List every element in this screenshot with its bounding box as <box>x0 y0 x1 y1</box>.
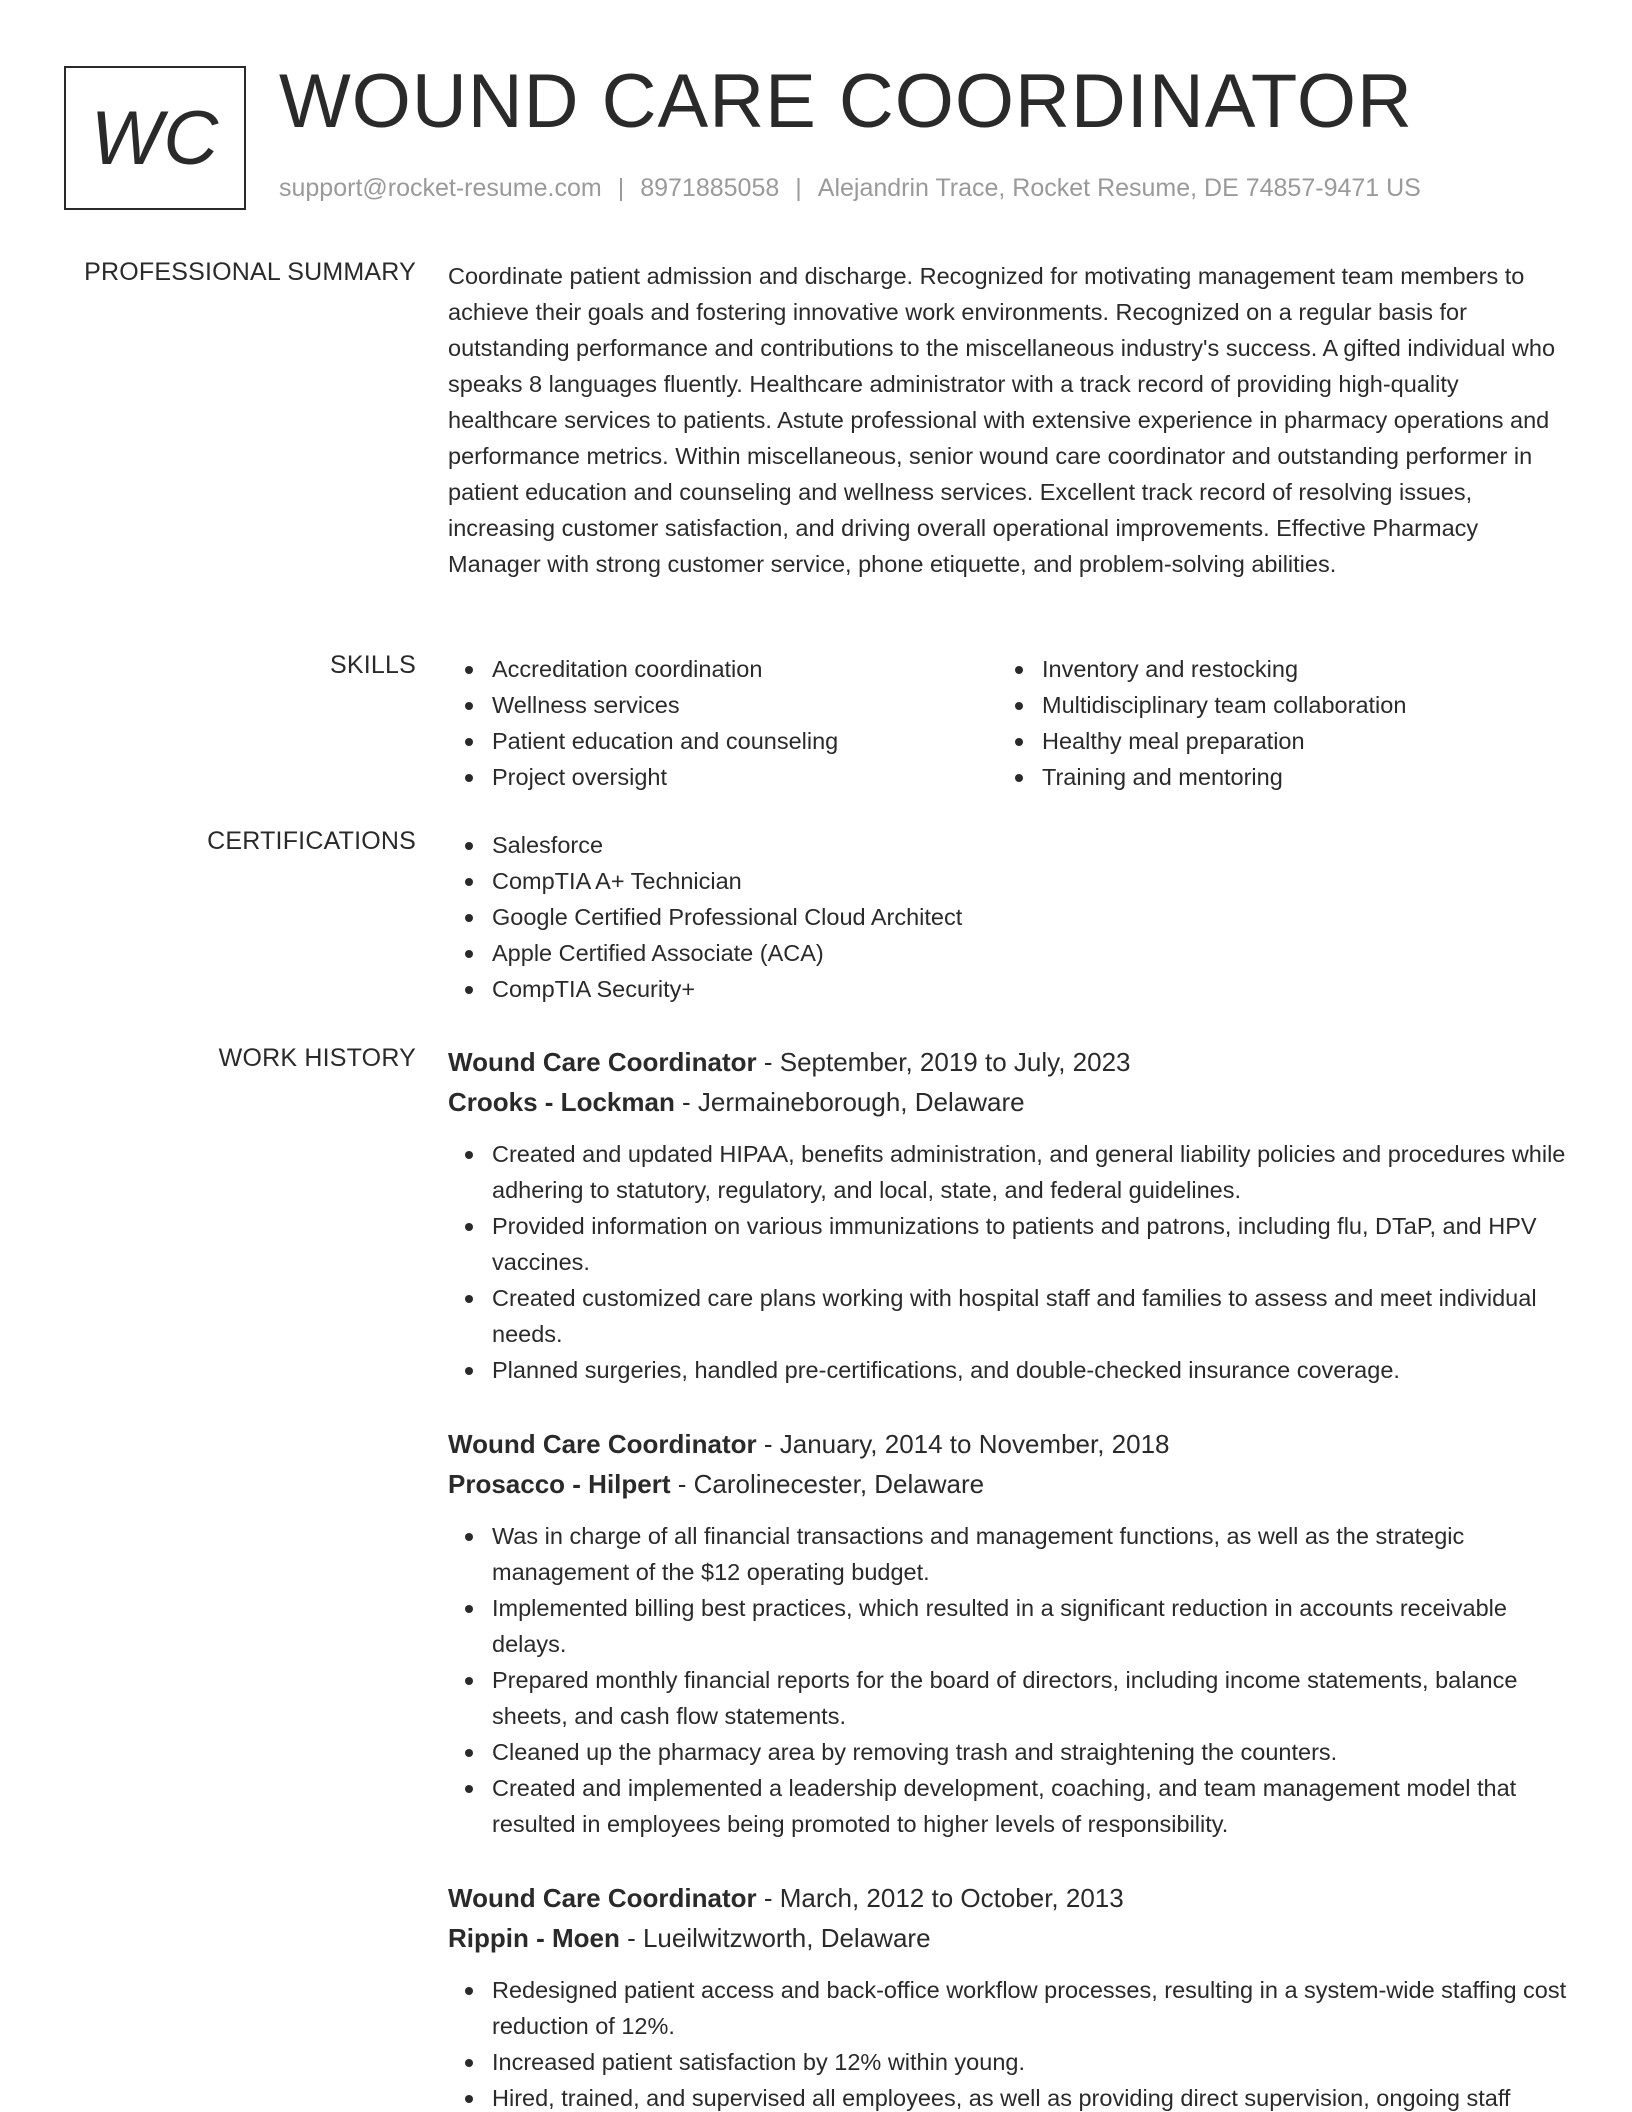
list-item: Salesforce <box>448 827 1568 863</box>
work-history-body <box>448 1042 1568 2112</box>
job-bullets <box>448 1518 1568 1842</box>
list-item: Provided information on various immunizations to patients and patrons, including flu, DTaP, and HPV vaccines. <box>448 1208 1568 1280</box>
job-role-line <box>448 1042 1568 1082</box>
certifications-list <box>448 827 1568 1007</box>
job-entry <box>448 1424 1568 1842</box>
list-item: Created and updated HIPAA, benefits administration, and general liability policies and procedures while adhering to statutory, regulatory, and local, state, and federal guidelines. <box>448 1136 1568 1208</box>
contact-separator: | <box>617 174 625 202</box>
job-entry <box>448 1878 1568 2112</box>
section-label-work-history: WORK HISTORY <box>218 1044 416 1072</box>
job-role-line <box>448 1424 1568 1464</box>
section-label-skills: SKILLS <box>330 651 416 679</box>
resume-title: WOUND CARE COORDINATOR <box>279 59 1413 144</box>
list-item: Apple Certified Associate (ACA) <box>448 935 1568 971</box>
list-item: Created customized care plans working with hospital staff and families to assess and meet individual needs. <box>448 1280 1568 1352</box>
job-dates: - January, 2014 to November, 2018 <box>756 1429 1170 1459</box>
job-company-line <box>448 1082 1568 1122</box>
job-company-line <box>448 1918 1568 1958</box>
job-role-line <box>448 1878 1568 1918</box>
list-item: Project oversight <box>448 759 998 795</box>
list-item: Was in charge of all financial transactions and management functions, as well as the strategic management of the $12 operating budget. <box>448 1518 1568 1590</box>
job-location: - Carolinecester, Delaware <box>670 1469 985 1499</box>
contact-separator: | <box>795 174 802 202</box>
job-entry <box>448 1042 1568 1388</box>
list-item: Wellness services <box>448 687 998 723</box>
skills-body <box>448 651 1568 795</box>
list-item: Patient education and counseling <box>448 723 998 759</box>
section-label-summary: PROFESSIONAL SUMMARY <box>84 258 416 286</box>
list-item: Training and mentoring <box>998 759 1548 795</box>
list-item: Healthy meal preparation <box>998 723 1548 759</box>
list-item: CompTIA A+ Technician <box>448 863 1568 899</box>
skills-list-left <box>448 651 998 795</box>
job-location: - Jermaineborough, Delaware <box>674 1087 1025 1117</box>
list-item: Google Certified Professional Cloud Architect <box>448 899 1568 935</box>
section-label-certifications: CERTIFICATIONS <box>207 827 416 855</box>
list-item: Increased patient satisfaction by 12% within young. <box>448 2044 1568 2080</box>
contact-phone: 8971885058 <box>640 174 780 202</box>
job-dates: - September, 2019 to July, 2023 <box>756 1047 1131 1077</box>
monogram-box <box>64 66 246 210</box>
list-item: Planned surgeries, handled pre-certifications, and double-checked insurance coverage. <box>448 1352 1568 1388</box>
job-company: Rippin - Moen <box>448 1923 620 1953</box>
list-item: Cleaned up the pharmacy area by removing trash and straightening the counters. <box>448 1734 1568 1770</box>
list-item: Inventory and restocking <box>998 651 1548 687</box>
monogram-initials: WC <box>90 95 220 181</box>
certifications-body <box>448 827 1568 1007</box>
list-item: Created and implemented a leadership development, coaching, and team management model that resulted in employees being promoted to higher levels of responsibility. <box>448 1770 1568 1842</box>
job-bullets <box>448 1972 1568 2112</box>
contact-address: Alejandrin Trace, Rocket Resume, DE 74857-9471 US <box>817 174 1421 202</box>
list-item: Redesigned patient access and back-office workflow processes, resulting in a system-wide staffing cost reduction of 12%. <box>448 1972 1568 2044</box>
job-company: Prosacco - Hilpert <box>448 1469 671 1499</box>
job-dates: - March, 2012 to October, 2013 <box>756 1883 1124 1913</box>
job-role: Wound Care Coordinator <box>448 1429 757 1459</box>
skills-list-right <box>998 651 1548 795</box>
list-item: Prepared monthly financial reports for the board of directors, including income statements, balance sheets, and cash flow statements. <box>448 1662 1568 1734</box>
list-item: Accreditation coordination <box>448 651 998 687</box>
contact-line <box>279 174 1421 203</box>
job-company: Crooks - Lockman <box>448 1087 675 1117</box>
job-role: Wound Care Coordinator <box>448 1883 757 1913</box>
job-role: Wound Care Coordinator <box>448 1047 757 1077</box>
list-item: Hired, trained, and supervised all employees, as well as providing direct supervision, ongoing staff <box>448 2080 1568 2112</box>
list-item: Implemented billing best practices, which resulted in a significant reduction in accounts receivable delays. <box>448 1590 1568 1662</box>
job-location: - Lueilwitzworth, Delaware <box>619 1923 931 1953</box>
job-company-line <box>448 1464 1568 1504</box>
summary-text: Coordinate patient admission and discharge. Recognized for motivating management team members to achieve their goals and fostering innovative work environments. Recognized on a regular basis for outstanding performance and contributions to the miscellaneous industry's success. A gifted individual who speaks 8 languages fluently. Healthcare administrator with a track record of providing high-quality healthcare services to patients. Astute professional with extensive experience in pharmacy operations and performance metrics. Within miscellaneous, senior wound care coordinator and outstanding performer in patient education and counseling and wellness services. Excellent track record of resolving issues, increasing customer satisfaction, and driving overall operational improvements. Effective Pharmacy Manager with strong customer service, phone etiquette, and problem-solving abilities. <box>448 263 1556 577</box>
list-item: CompTIA Security+ <box>448 971 1568 1007</box>
job-bullets <box>448 1136 1568 1388</box>
contact-email: support@rocket-resume.com <box>279 174 602 202</box>
list-item: Multidisciplinary team collaboration <box>998 687 1548 723</box>
